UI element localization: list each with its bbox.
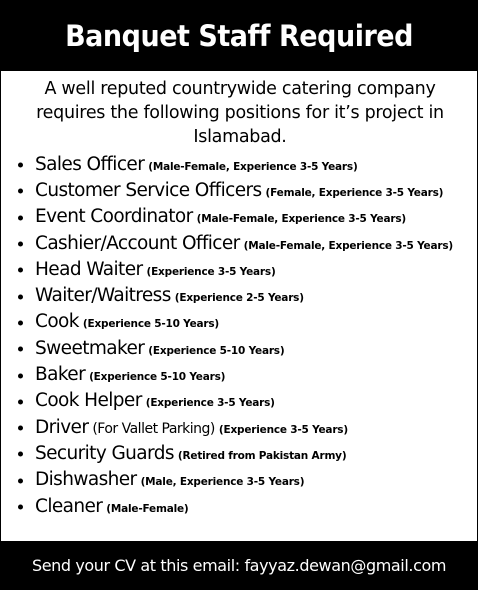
bullet-icon (18, 347, 23, 352)
position-detail: (Experience 5-10 Years) (89, 371, 226, 384)
position-title: Driver (35, 416, 89, 438)
position-detail: (Experience 3-5 Years) (146, 265, 276, 278)
position-row (35, 259, 276, 280)
position-row (35, 443, 346, 464)
position-detail: (Male-Female, Experience 3-5 Years) (148, 160, 358, 173)
position-row (35, 496, 189, 517)
position-detail: (Experience 3-5 Years) (218, 423, 348, 436)
list-item (1, 361, 477, 387)
position-row (35, 390, 275, 411)
position-row (35, 233, 453, 254)
position-detail: (Male-Female, Experience 3-5 Years) (196, 213, 406, 226)
position-row (35, 180, 443, 201)
position-row (35, 469, 304, 490)
position-detail: (Male-Female) (106, 502, 189, 515)
position-title: Security Guards (35, 442, 174, 464)
position-row (35, 417, 348, 438)
position-title: Cook Helper (35, 390, 142, 412)
intro-line: requires the following positions for it’s project in (36, 103, 444, 123)
list-item (1, 414, 477, 440)
bullet-icon (18, 163, 23, 168)
list-item (1, 256, 477, 282)
position-title: Cleaner (35, 495, 103, 517)
list-item (1, 282, 477, 308)
position-title: Cook (35, 311, 79, 333)
positions-list (1, 151, 477, 519)
contact-email-text: Send your CV at this email: fayyaz.dewan@gmail.com (31, 555, 447, 575)
position-detail: (Experience 2-5 Years) (174, 292, 304, 305)
position-title: Baker (35, 364, 86, 386)
bullet-icon (18, 426, 23, 431)
position-title: Cashier/Account Officer (35, 232, 240, 254)
position-title: Sweetmaker (35, 337, 145, 359)
intro-line: A well reputed countrywide catering company (44, 79, 436, 99)
position-row (35, 311, 219, 332)
list-item (1, 388, 477, 414)
position-row (35, 364, 225, 385)
position-detail: (Experience 3-5 Years) (145, 397, 275, 410)
page-title: Banquet Staff Required (65, 19, 413, 53)
position-title: Head Waiter (35, 258, 143, 280)
list-item (1, 204, 477, 230)
position-title: Dishwasher (35, 469, 137, 491)
list-item (1, 335, 477, 361)
intro-line: Islamabad. (193, 127, 287, 147)
position-row (35, 154, 358, 175)
bullet-icon (18, 189, 23, 194)
position-detail: (Experience 5-10 Years) (82, 318, 220, 331)
list-item (1, 151, 477, 177)
position-detail: (Experience 5-10 Years) (148, 344, 285, 357)
list-item (1, 309, 477, 335)
bullet-icon (18, 242, 23, 247)
footer-banner (1, 541, 477, 589)
position-detail: (Retired from Pakistan Army) (177, 449, 347, 462)
position-row (35, 338, 284, 359)
bullet-icon (18, 478, 23, 483)
position-row (35, 285, 304, 306)
bullet-icon (18, 505, 23, 510)
intro-text (9, 77, 471, 149)
position-row (35, 206, 406, 227)
bullet-icon (18, 452, 23, 457)
bullet-icon (18, 268, 23, 273)
position-title: Waiter/Waitress (35, 285, 171, 307)
list-item (1, 230, 477, 256)
position-note: (For Vallet Parking) (92, 420, 215, 437)
list-item (1, 177, 477, 203)
position-detail: (Male-Female, Experience 3-5 Years) (243, 239, 453, 252)
position-title: Event Coordinator (35, 206, 193, 228)
bullet-icon (18, 294, 23, 299)
position-title: Sales Officer (35, 153, 145, 175)
position-title: Customer Service Officers (35, 179, 262, 201)
list-item (1, 440, 477, 466)
position-detail: (Female, Experience 3-5 Years) (265, 186, 444, 199)
list-item (1, 493, 477, 519)
bullet-icon (18, 215, 23, 220)
bullet-icon (18, 399, 23, 404)
bullet-icon (18, 320, 23, 325)
header-banner (1, 1, 477, 71)
list-item (1, 467, 477, 493)
position-detail: (Male, Experience 3-5 Years) (140, 476, 305, 489)
bullet-icon (18, 373, 23, 378)
